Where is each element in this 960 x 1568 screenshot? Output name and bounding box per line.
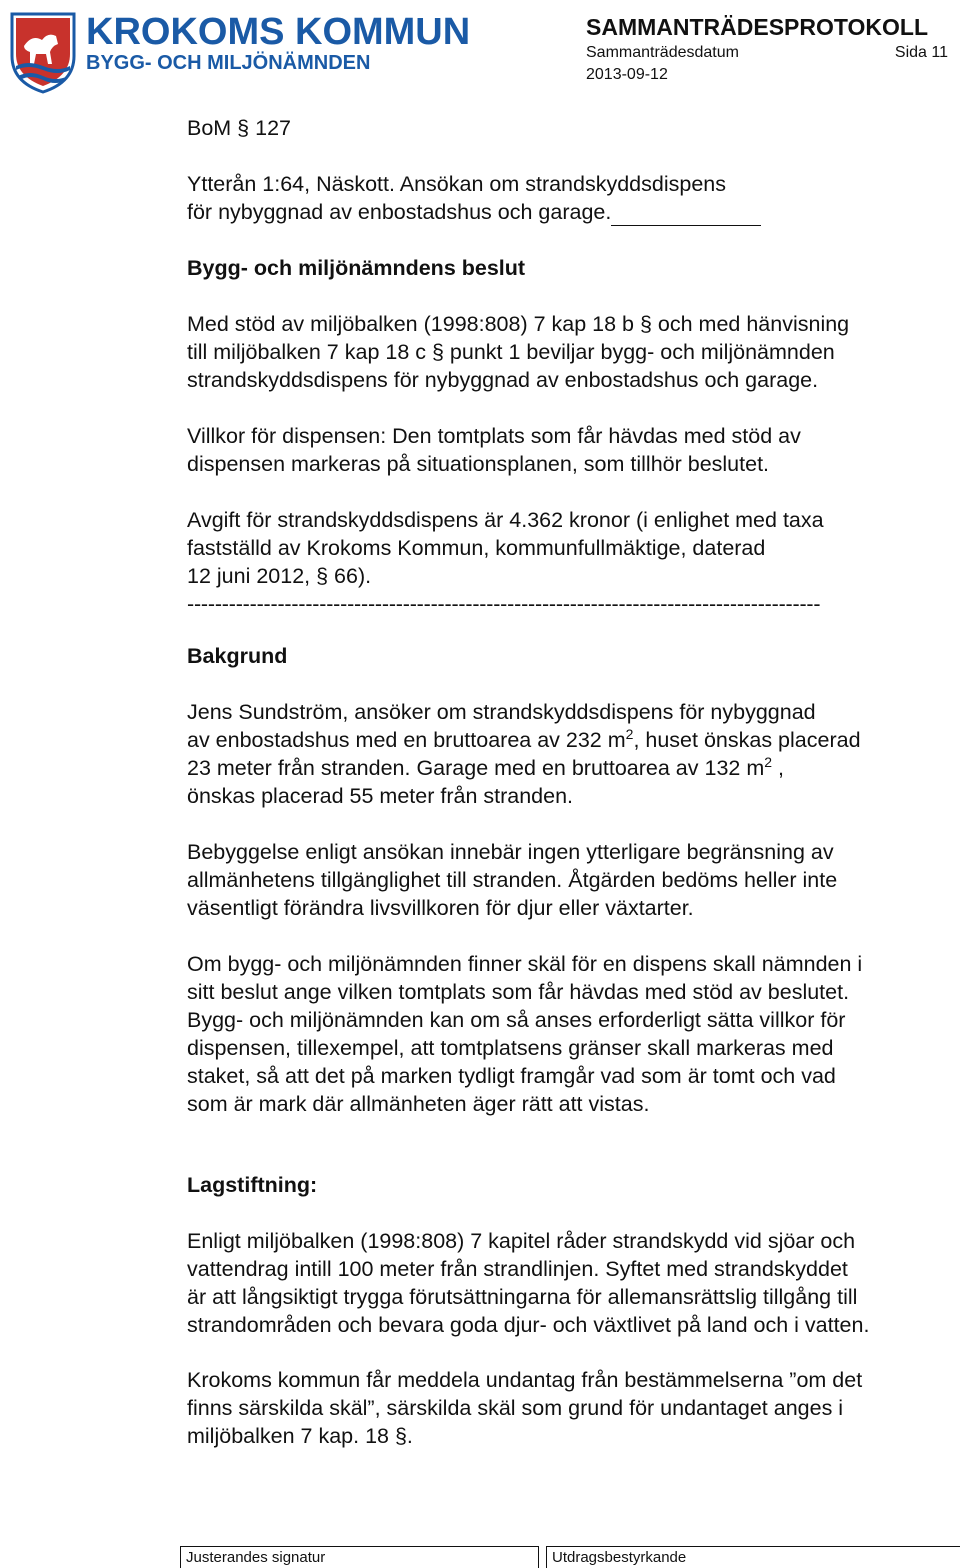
legislation-text-line: miljöbalken 7 kap. 18 §. <box>187 1424 413 1448</box>
condition-text-line: Villkor för dispensen: Den tomtplats som får hävdas med stöd av <box>187 424 801 448</box>
background-text-line: allmänhetens tillgänglighet till stranden. Åtgärden bedöms heller inte <box>187 868 838 892</box>
footer-divider <box>538 1546 539 1568</box>
logo-name: KROKOMS KOMMUN <box>86 11 471 53</box>
background-text-line: staket, så att det på marken tydligt framgår vad som är tomt och vad <box>187 1064 836 1088</box>
footer-rule <box>180 1546 538 1547</box>
condition-text-line: dispensen markeras på situationsplanen, som tillhör beslutet. <box>187 452 770 476</box>
legislation-text-line: Krokoms kommun får meddela undantag från bestämmelserna ”om det <box>187 1368 863 1392</box>
extract-field-label: Utdragsbestyrkande <box>552 1549 687 1566</box>
background-text-line: som är mark där allmänheten äger rätt att vistas. <box>187 1092 650 1116</box>
footer-divider <box>546 1546 547 1568</box>
fee-text-line: Avgift för strandskyddsdispens är 4.362 kronor (i enlighet med taxa <box>187 508 824 532</box>
krokom-coat-of-arms-icon <box>8 10 78 94</box>
background-text-line: Jens Sundström, ansöker om strandskyddsdispens för nybyggnad <box>187 700 816 724</box>
legislation-text-line: finns särskilda skäl”, särskilda skäl som grund för undantaget anges i <box>187 1396 844 1420</box>
background-text-line: 23 meter från stranden. Garage med en bruttoarea av 132 $m^2$ , <box>187 753 784 780</box>
background-text-line: av enbostadshus med en bruttoarea av 232 $m^2$, huset önskas placerad <box>187 725 861 752</box>
decision-text-line: strandskyddsdispens för nybyggnad av enbostadshus och garage. <box>187 368 819 392</box>
document-type: SAMMANTRÄDESPROTOKOLL <box>586 14 929 40</box>
legislation-text-line: är att långsiktigt trygga förutsättningarna för allemansrättslig tillgång till <box>187 1285 858 1309</box>
background-section <box>187 642 957 1118</box>
background-text-line: Om bygg- och miljönämnden finner skäl för en dispens skall nämnden i <box>187 952 863 976</box>
fee-text-line: 12 juni 2012, § 66). <box>187 564 372 588</box>
background-text-line: önskas placerad 55 meter från stranden. <box>187 784 574 808</box>
separator-line: ------------------------------------------------------------------------------------------- <box>187 592 821 616</box>
legislation-text-line: Enligt miljöbalken (1998:808) 7 kapitel råder strandskydd vid sjöar och <box>187 1229 856 1253</box>
legislation-text-line: vattendrag intill 100 meter från strandlinjen. Syftet med strandskyddet <box>187 1257 848 1281</box>
decision-section <box>187 254 957 618</box>
background-text-line: dispensen, tillexempel, att tomtplatsens gränser skall markeras med <box>187 1036 834 1060</box>
case-number: BoM § 127 <box>187 116 291 140</box>
logo-subtitle: BYGG- OCH MILJÖNÄMNDEN <box>86 52 371 74</box>
footer-rule <box>546 1546 960 1547</box>
legislation-heading: Lagstiftning: <box>187 1173 318 1197</box>
background-text-line: Bebyggelse enligt ansökan innebär ingen ytterligare begränsning av <box>187 840 834 864</box>
background-heading: Bakgrund <box>187 644 288 668</box>
decision-text-line: till miljöbalken 7 kap 18 c § punkt 1 beviljar bygg- och miljönämnden <box>187 340 835 364</box>
municipality-logo <box>4 10 471 94</box>
decision-text-line: Med stöd av miljöbalken (1998:808) 7 kap 18 b § och med hänvisning <box>187 312 850 336</box>
document-header <box>586 14 948 86</box>
signature-field-label: Justerandes signatur <box>186 1549 326 1566</box>
background-text-line: Bygg- och miljönämnden kan om så anses erforderligt sätta villkor för <box>187 1008 846 1032</box>
decision-heading: Bygg- och miljönämndens beslut <box>187 256 526 280</box>
fee-text-line: fastställd av Krokoms Kommun, kommunfullmäktige, daterad <box>187 536 766 560</box>
meeting-date: 2013-09-12 <box>586 66 668 83</box>
case-title: Ytterån 1:64, Näskott. Ansökan om strandskyddsdispens för nybyggnad av enbostadshus och garage. <box>187 170 957 226</box>
meeting-date-label: Sammanträdesdatum <box>586 44 739 61</box>
footer-divider <box>180 1546 181 1568</box>
background-text-line: väsentligt förändra livsvillkoren för djur eller växtarter. <box>187 896 694 920</box>
legislation-text-line: strandområden och bevara goda djur- och växtlivet på land och i vatten. <box>187 1313 870 1337</box>
page-number: Sida 11 <box>894 44 948 61</box>
title-underline <box>611 203 761 226</box>
legislation-section <box>187 1171 957 1450</box>
background-text-line: sitt beslut ange vilken tomtplats som får hävdas med stöd av beslutet. <box>187 980 850 1004</box>
